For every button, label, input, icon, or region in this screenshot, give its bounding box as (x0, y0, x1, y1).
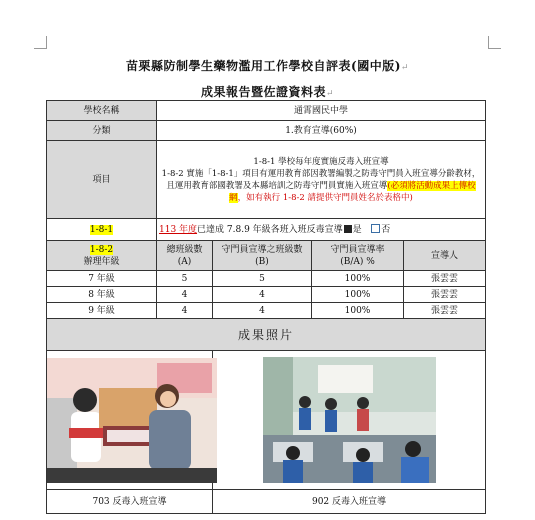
no-label: 否 (381, 224, 391, 235)
item-description (157, 141, 486, 219)
caption-row (47, 490, 486, 514)
photo-703 (47, 358, 217, 483)
status-year: 113 年度 (159, 224, 198, 235)
school-row (47, 101, 486, 121)
photo-caption-2: 902 反毒入班宣導 (213, 490, 486, 514)
item-line-2: 1-8-2 實施「1-8-1」項目有運用教育部因教署編製之防毒守門員入班宣導分齡教材，且運用教育部國教署及本縣培訓之防毒守門員實施入班宣導(必須將活動成果上傳校網，如有執行 1-8-2 請提供守門員姓名於表格中) (161, 168, 481, 203)
ratio-header: 守門員宣導率 (330, 244, 385, 255)
status-code-cell (47, 219, 157, 241)
category-value: 1.教育宣導(60%) (157, 121, 486, 141)
grade-header-row (47, 241, 486, 271)
yes-label: 是 (352, 224, 362, 235)
row-total: 5 (157, 271, 213, 287)
photo-902-image (263, 357, 436, 483)
category-label: 分類 (47, 121, 157, 141)
item-note-highlight: (必須將活動成果上傳校網 (229, 180, 476, 203)
item-row (47, 141, 486, 219)
ratio-unit: (B/A) % (340, 256, 375, 267)
speaker-header: 宣導人 (404, 241, 486, 271)
photo-header: 成果照片 (47, 319, 486, 351)
status-code: 1-8-1 (89, 224, 114, 235)
grade-header-cell (47, 241, 157, 271)
category-row (47, 121, 486, 141)
total-unit: (A) (177, 256, 192, 267)
table-row (47, 303, 486, 319)
row-total: 4 (157, 287, 213, 303)
guard-header: 守門員宣導之班級數 (221, 244, 303, 255)
row-grade: 8 年級 (47, 287, 157, 303)
row-ratio: 100% (312, 271, 404, 287)
photo-703-image (47, 358, 217, 483)
grade-code: 1-8-2 (89, 244, 114, 255)
status-text-cell (157, 219, 486, 241)
photo-caption-1: 703 反毒入班宣導 (47, 490, 213, 514)
page-corner-mark-top-right (488, 36, 501, 49)
document-subtitle: 成果報告暨佐證資料表↵ (200, 85, 335, 99)
row-guard: 4 (213, 303, 312, 319)
item-note-rest: ，如有執行 1-8-2 請提供守門員姓名於表格中) (237, 192, 413, 203)
row-grade: 7 年級 (47, 271, 157, 287)
row-guard: 4 (213, 287, 312, 303)
row-speaker: 張雲雲 (404, 287, 486, 303)
photo-row (47, 351, 486, 490)
total-header: 總班級數 (166, 244, 203, 255)
school-label: 學校名稱 (47, 101, 157, 121)
guard-header-cell (213, 241, 312, 271)
photo-cell-2 (213, 351, 486, 490)
report-table (46, 100, 486, 514)
row-grade: 9 年級 (47, 303, 157, 319)
row-guard: 5 (213, 271, 312, 287)
row-ratio: 100% (312, 303, 404, 319)
table-row (47, 271, 486, 287)
row-speaker: 張雲雲 (404, 271, 486, 287)
grade-header: 辦理年級 (83, 256, 120, 267)
status-row (47, 219, 486, 241)
ratio-header-cell (312, 241, 404, 271)
total-header-cell (157, 241, 213, 271)
status-text: 已達成 7.8.9 年級各班入班反毒宣導 (197, 224, 343, 235)
item-label: 項目 (47, 141, 157, 219)
photo-902 (263, 357, 436, 483)
table-row (47, 287, 486, 303)
photo-cell-1 (47, 351, 213, 490)
document-title: 苗栗縣防制學生藥物濫用工作學校自評表(國中版)↵ (126, 59, 409, 73)
row-speaker: 張雲雲 (404, 303, 486, 319)
item-line-1: 1-8-1 學校每年度實施反毒入班宣導 (253, 156, 389, 167)
yes-checkbox[interactable] (344, 225, 352, 233)
photo-header-row (47, 319, 486, 351)
row-ratio: 100% (312, 287, 404, 303)
no-checkbox[interactable] (371, 224, 380, 233)
page-corner-mark-top-left (34, 36, 47, 49)
row-total: 4 (157, 303, 213, 319)
guard-unit: (B) (255, 256, 269, 267)
school-value: 通霄國民中學 (157, 101, 486, 121)
